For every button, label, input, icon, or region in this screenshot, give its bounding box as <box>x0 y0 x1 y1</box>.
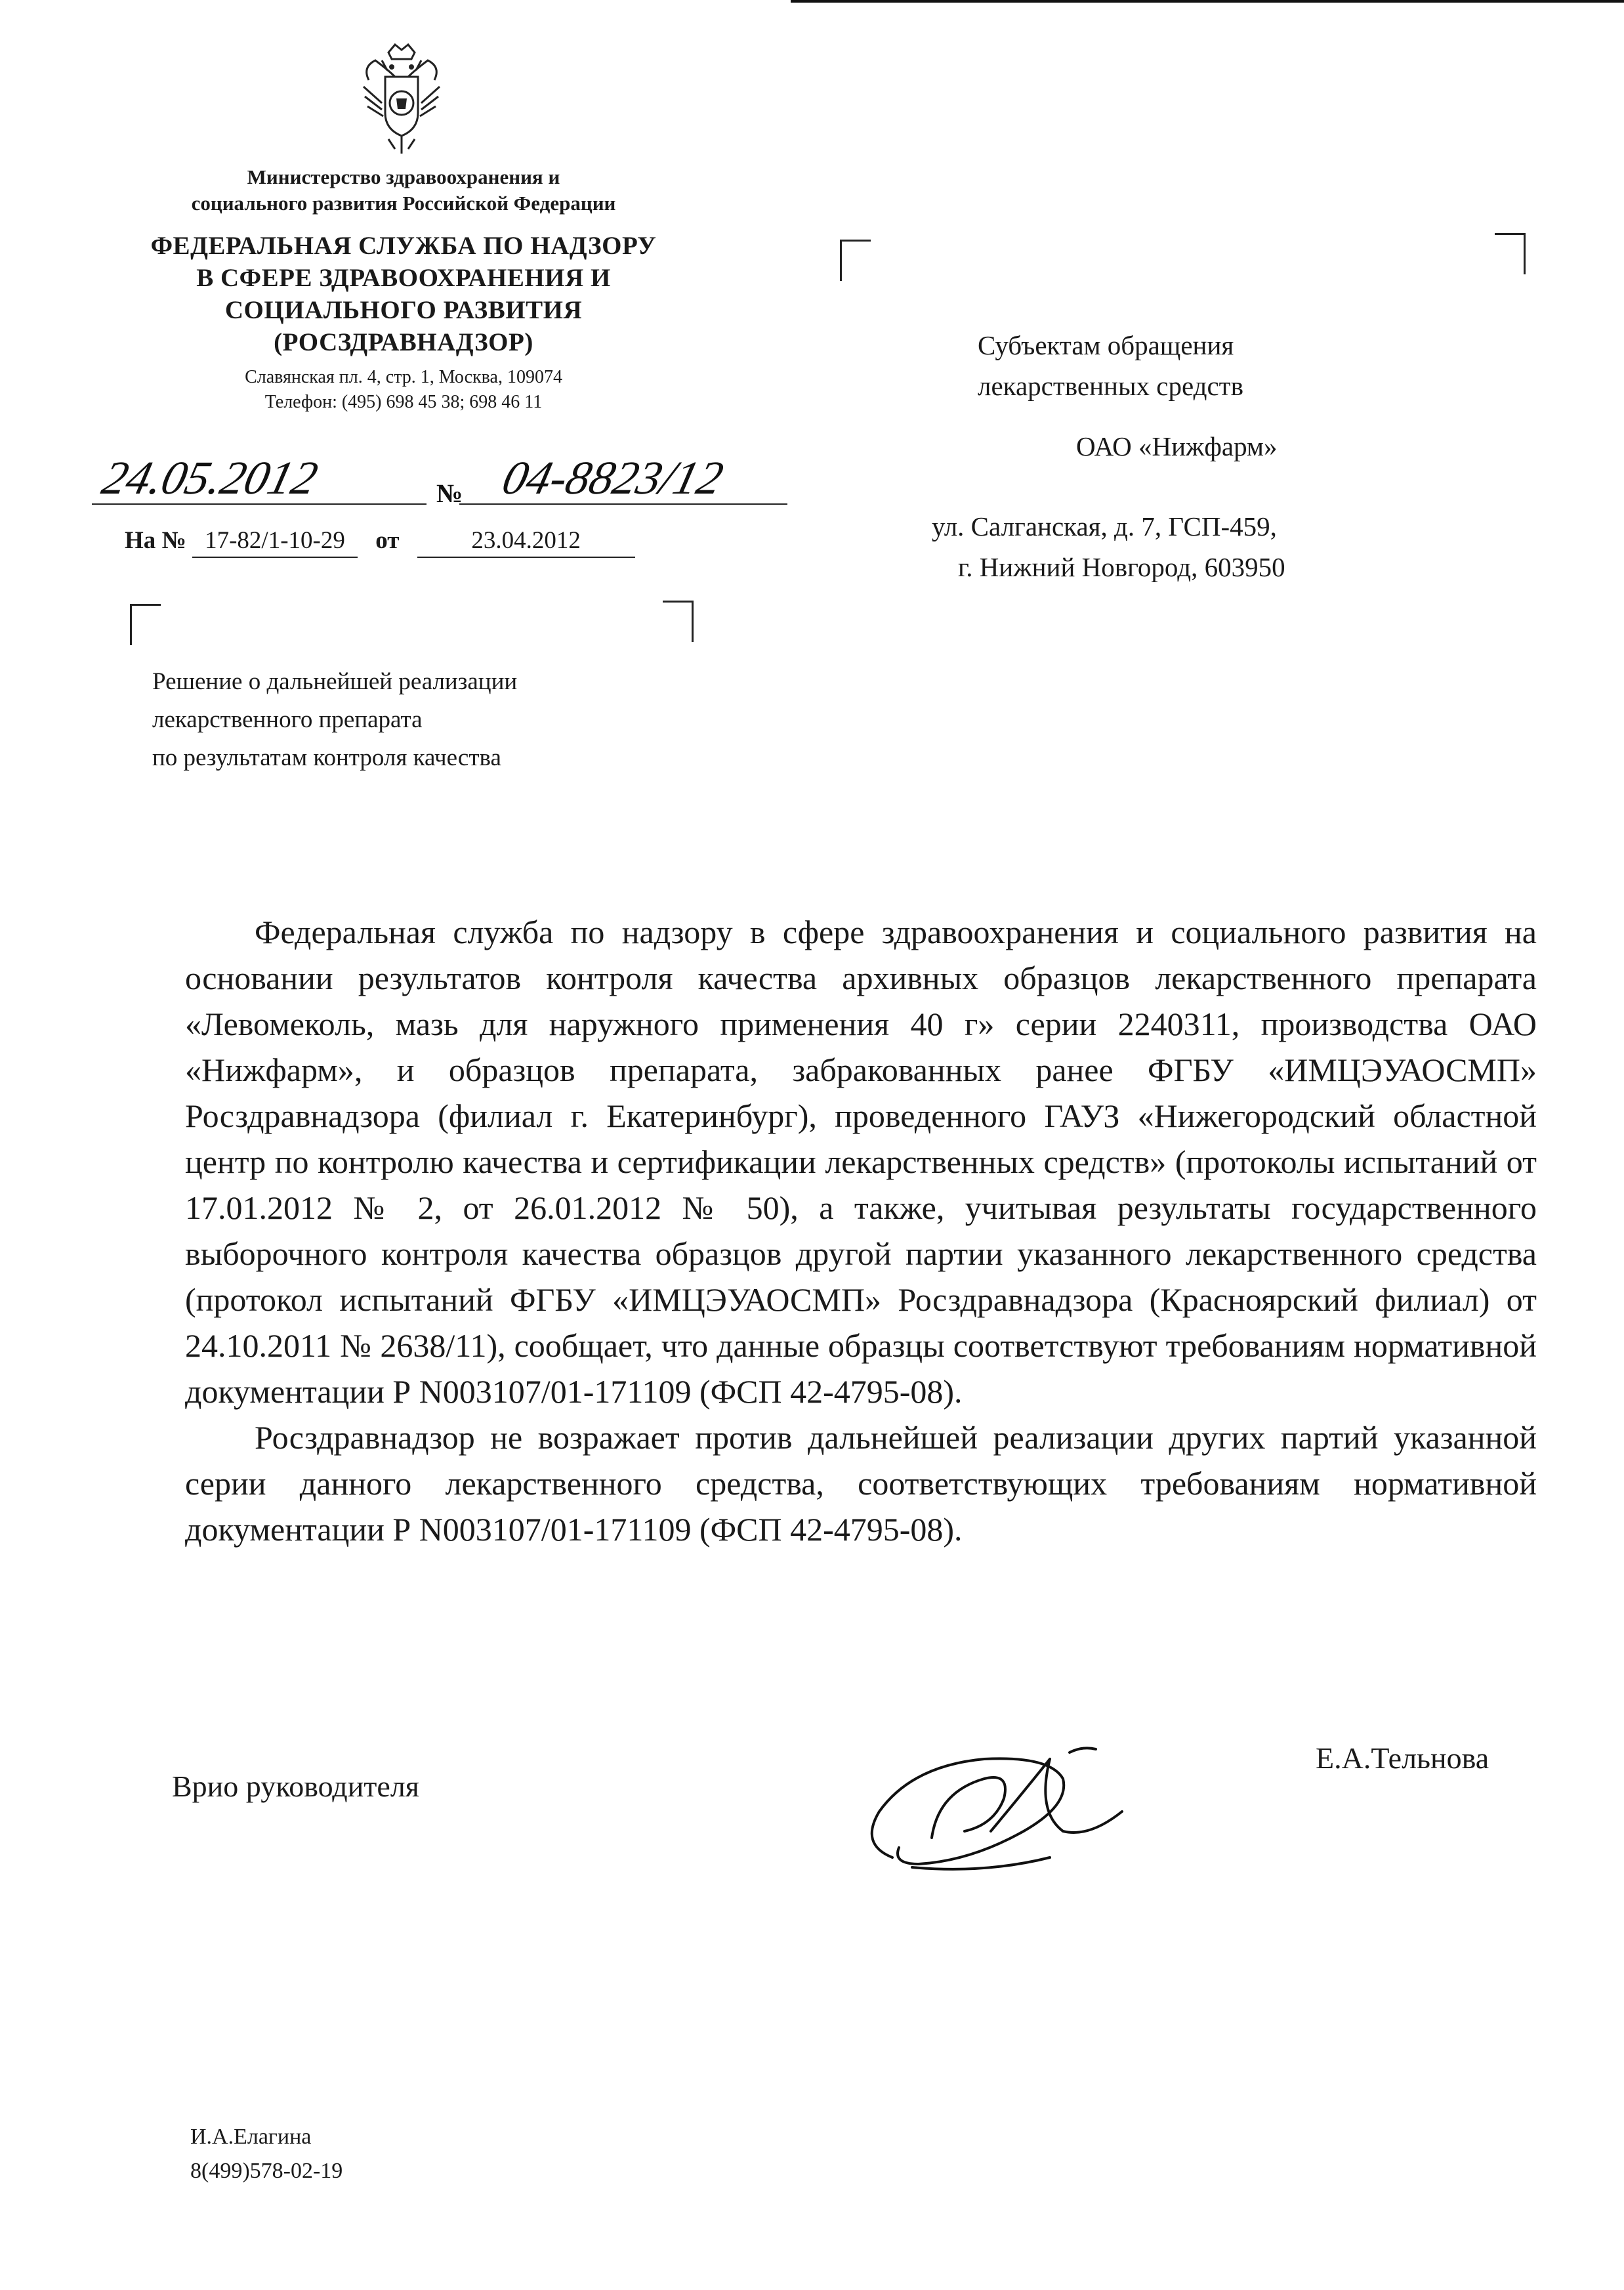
addressee-line-2: лекарственных средств <box>978 371 1243 401</box>
ref-prefix: На № <box>125 527 186 554</box>
body-paragraph-1: Федеральная служба по надзору в сфере здравоохранения и социального развития на основании результатов контроля качества архивных образцов лекарственного препарата «Левомеколь, мазь для наружного применения 40 г» серии 2240311, производства ОАО «Нижфарм», и образцов препарата, забракованных ранее ФГБУ «ИМЦЭУАОСМП» Росздравнадзора (филиал г. Екатеринбург), проведенного ГАУЗ «Нижегородский областной центр по контролю качества и сертификации лекарственных средств» (протоколы испытаний от 17.01.2012 № 2, от 26.01.2012 № 50), а также, учитывая результаты государственного выборочного контроля качества образцов другой партии указанного лекарственного средства (протокол испытаний ФГБУ «ИМЦЭУАОСМП» Росздравнадзора (Красноярский филиал) от 24.10.2011 № 2638/11), сообщает, что данные образцы соответствуют требованиям нормативной документации Р N003107/01-171109 (ФСП 42-4795-08). <box>185 914 1537 1410</box>
ref-number: 17-82/1-10-29 <box>192 525 358 558</box>
handwritten-date: 24.05.2012 <box>97 451 323 504</box>
subject-bracket-left <box>130 604 161 645</box>
addressee-block <box>932 325 1529 587</box>
executor-phone: 8(499)578-02-19 <box>190 2159 343 2183</box>
ministry-line-1: Министерство здравоохранения и <box>247 165 560 188</box>
addressee-line-1: Субъектам обращения <box>978 330 1234 360</box>
letter-body <box>185 909 1537 1552</box>
handwritten-registration <box>85 446 794 512</box>
service-line-3: СОЦИАЛЬНОГО РАЗВИТИЯ <box>224 296 583 324</box>
number-sign: № <box>436 478 463 508</box>
addressee-bracket-right <box>1495 233 1526 274</box>
subject-block <box>152 663 517 777</box>
service-line-1: ФЕДЕРАЛЬНАЯ СЛУЖБА ПО НАДЗОРУ <box>150 232 657 260</box>
handwritten-signature <box>853 1733 1148 1884</box>
subject-line-3: по результатам контроля качества <box>152 744 501 771</box>
subject-bracket-right <box>663 601 694 642</box>
sender-phone: Телефон: (495) 698 45 38; 698 46 11 <box>264 392 543 412</box>
service-name <box>98 230 709 358</box>
addressee-street: ул. Салганская, д. 7, ГСП-459, <box>932 511 1277 541</box>
ref-date: 23.04.2012 <box>417 525 635 558</box>
signatory-name: Е.А.Тельнова <box>1316 1741 1489 1775</box>
body-paragraph-2: Росздравнадзор не возражает против дальнейшей реализации других партий указанной серии данного лекарственного средства, соответствующих требованиям нормативной документации Р N003107/01-171109 (ФСП 42-4795-08). <box>185 1419 1537 1548</box>
service-line-2: В СФЕРЕ ЗДРАВООХРАНЕНИЯ И <box>196 264 611 292</box>
subject-line-1: Решение о дальнейшей реализации <box>152 668 518 695</box>
addressee-city: г. Нижний Новгород, 603950 <box>958 552 1285 582</box>
addressee-company: ОАО «Нижфарм» <box>1076 431 1278 461</box>
reference-line <box>125 525 635 558</box>
executor-name: И.А.Елагина <box>190 2125 312 2149</box>
service-line-4: (РОСЗДРАВНАДЗОР) <box>274 328 533 356</box>
ministry-line-2: социального развития Российской Федерации <box>191 192 616 215</box>
ref-from: от <box>375 527 400 554</box>
handwritten-number: 04-8823/12 <box>497 451 728 504</box>
sender-street: Славянская пл. 4, стр. 1, Москва, 109074 <box>245 367 562 387</box>
top-edge-line <box>791 0 1624 3</box>
signatory-title: Врио руководителя <box>172 1770 419 1803</box>
coat-of-arms-emblem-icon <box>356 41 448 159</box>
executor-block <box>190 2120 343 2188</box>
addressee-bracket-left <box>840 240 871 281</box>
ministry-name <box>98 164 709 217</box>
subject-line-2: лекарственного препарата <box>152 706 423 733</box>
sender-address <box>98 365 709 415</box>
